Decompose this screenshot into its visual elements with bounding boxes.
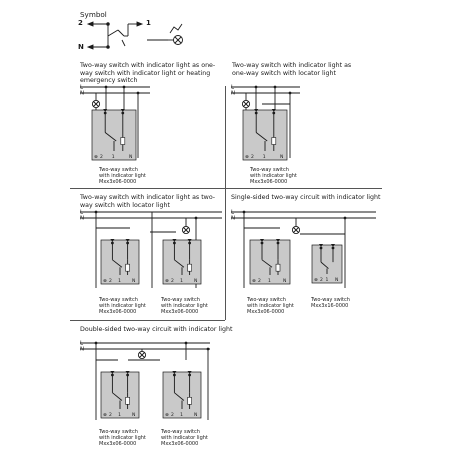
junction-dot — [255, 86, 258, 89]
switch-body — [163, 372, 201, 418]
rail-label-n: N — [80, 346, 85, 353]
rail-label-l: L — [80, 84, 84, 91]
terminal-label-2: 2 — [100, 155, 103, 160]
rail-label-n: N — [80, 215, 85, 222]
caption-line: Mxx3x06-0000 — [250, 178, 288, 185]
junction-dot — [243, 211, 246, 214]
caption-line: with indicator light — [99, 434, 146, 441]
switch-with-indicator — [250, 239, 290, 284]
symbol-terminal-n: N — [78, 43, 84, 51]
panel-5-title: Double-sided two-way circuit with indicator light — [80, 326, 233, 333]
terminal-symbol: ⊗ — [165, 413, 169, 418]
terminal-label-n: N — [194, 413, 198, 418]
caption-line: Two-way switch — [247, 297, 286, 303]
switch-body — [92, 110, 136, 160]
terminal-label-2: 2 — [320, 278, 323, 283]
terminal-label-1: 1 — [268, 279, 271, 284]
switch-body — [163, 240, 201, 284]
caption-line: Two-way switch — [250, 167, 289, 173]
rail-label-n: N — [231, 90, 236, 97]
switch-with-indicator — [243, 109, 287, 160]
switch — [312, 244, 342, 283]
junction-dot — [274, 86, 277, 89]
rail-label-l: L — [80, 209, 84, 216]
terminal-label-n: N — [280, 155, 284, 160]
switch-with-indicator — [163, 371, 201, 418]
terminal-label-n: N — [132, 413, 136, 418]
junction-dot — [344, 217, 347, 220]
switch-with-indicator — [101, 371, 139, 418]
symbol-terminal-2: 2 — [78, 19, 83, 27]
rail-label-n: N — [80, 90, 85, 97]
indicator-lamp — [272, 138, 276, 145]
caption-line: with indicator light — [247, 302, 294, 309]
terminal-symbol: ⊗ — [103, 279, 107, 284]
terminal-label-2: 2 — [109, 279, 112, 284]
caption-line: Two-way switch — [311, 297, 350, 303]
lamp-icon — [292, 226, 299, 233]
caption-line: Mxx3x06-0000 — [99, 178, 137, 185]
switch-with-indicator — [163, 239, 201, 284]
caption-line: Two-way switch — [161, 297, 200, 303]
terminal-label-2: 2 — [171, 279, 174, 284]
caption-line: with indicator light — [161, 302, 208, 309]
terminal-label-n: N — [132, 279, 136, 284]
caption-line: Mxx3x06-0000 — [161, 308, 199, 315]
junction-dot — [105, 86, 108, 89]
terminal-label-1: 1 — [180, 413, 183, 418]
symbol-terminal-1: 1 — [146, 19, 151, 27]
terminal-symbol: ⊗ — [94, 155, 98, 160]
switch-body — [101, 240, 139, 284]
terminal-label-n: N — [283, 279, 287, 284]
caption-line: with indicator light — [161, 434, 208, 441]
terminal-label-1: 1 — [118, 279, 121, 284]
terminal-label-2: 2 — [258, 279, 261, 284]
terminal-label-2: 2 — [171, 413, 174, 418]
switch-with-indicator — [92, 109, 136, 160]
junction-dot — [185, 342, 188, 345]
junction-dot — [95, 211, 98, 214]
caption-line: with indicator light — [250, 172, 297, 179]
switch-body — [250, 240, 290, 284]
lamp-icon — [92, 100, 99, 107]
terminal-symbol: ⊗ — [314, 278, 318, 283]
caption-line: with indicator light — [99, 302, 146, 309]
terminal-label-n: N — [194, 279, 198, 284]
symbol-heading: Symbol — [80, 10, 107, 19]
junction-dot — [207, 348, 210, 351]
switch-with-indicator — [101, 239, 139, 284]
caption-line: Two-way switch — [99, 297, 138, 303]
rail-label-n: N — [231, 215, 236, 222]
junction-dot — [123, 86, 126, 89]
caption-line: Two-way switch — [99, 429, 138, 435]
terminal-label-1: 1 — [180, 279, 183, 284]
panel-2-title: Two-way switch with indicator light as one-way switch with locator light — [232, 62, 352, 77]
indicator-lamp — [126, 264, 130, 271]
indicator-lamp — [126, 397, 130, 404]
junction-dot — [195, 217, 198, 220]
lamp-icon — [182, 226, 189, 233]
caption-line: Mxx3x16-0000 — [311, 302, 349, 309]
terminal-label-1: 1 — [111, 155, 115, 160]
caption-line: Mxx3x06-0000 — [99, 440, 137, 447]
caption-line: Mxx3x06-0000 — [99, 308, 137, 315]
rail-label-l: L — [231, 209, 235, 216]
junction-dot — [137, 92, 140, 95]
rail-label-l: L — [231, 84, 235, 91]
caption-line: Mxx3x06-0000 — [247, 308, 285, 315]
terminal-symbol: ⊗ — [252, 279, 256, 284]
terminal-label-2: 2 — [109, 413, 112, 418]
caption-line: Two-way switch — [161, 429, 200, 435]
caption-line: with indicator light — [99, 172, 146, 179]
indicator-lamp — [276, 264, 280, 271]
terminal-label-1: 1 — [118, 413, 121, 418]
caption-line: Two-way switch — [99, 167, 138, 173]
switch-body — [243, 110, 287, 160]
terminal-label-2: 2 — [251, 155, 254, 160]
switch-body — [101, 372, 139, 418]
terminal-label-1: 1 — [262, 155, 266, 160]
terminal-symbol: ⊗ — [245, 155, 249, 160]
lamp-icon — [242, 100, 249, 107]
caption-line: Mxx3x06-0000 — [161, 440, 199, 447]
terminal-label-n: N — [129, 155, 133, 160]
rail-label-l: L — [80, 340, 84, 347]
panel-4-title: Single-sided two-way circuit with indicator light — [231, 194, 381, 201]
junction-dot — [95, 342, 98, 345]
terminal-label-1: 1 — [325, 278, 329, 283]
lamp-icon — [138, 351, 145, 358]
indicator-lamp — [121, 138, 125, 145]
panel-3-title: Two-way switch with indicator light as two-way switch with locator light — [80, 194, 216, 209]
terminal-label-n: N — [335, 278, 339, 283]
panel-1-title: Two-way switch with indicator light as one-way switch with indicator light or heating emergency switch — [80, 62, 216, 85]
terminal-symbol: ⊗ — [103, 413, 107, 418]
indicator-lamp — [188, 397, 192, 404]
terminal-symbol: ⊗ — [165, 279, 169, 284]
indicator-lamp — [188, 264, 192, 271]
junction-dot — [289, 92, 292, 95]
